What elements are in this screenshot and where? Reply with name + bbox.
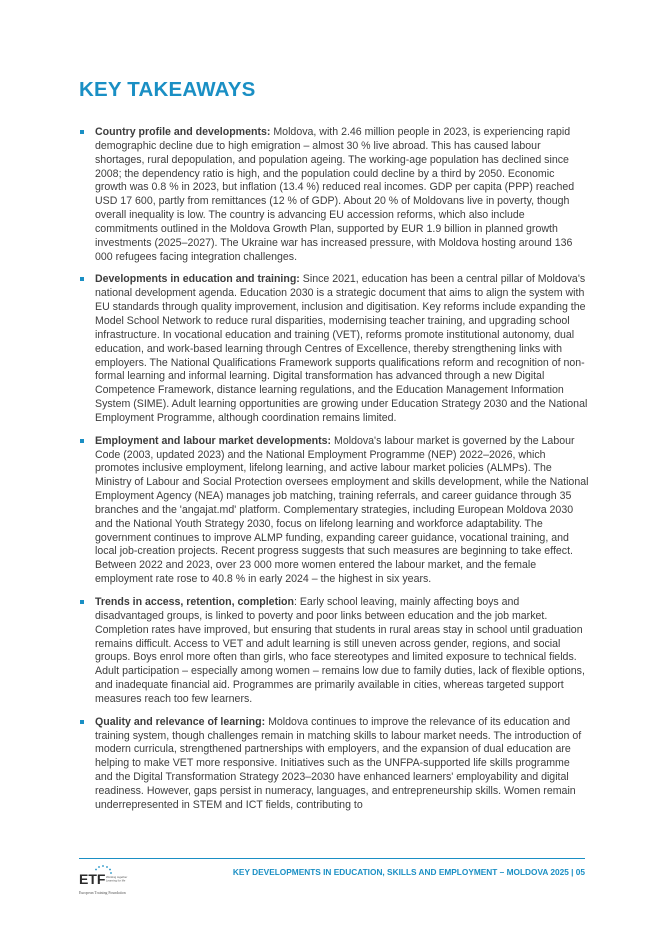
takeaway-heading: Country profile and developments: xyxy=(95,126,271,138)
page-title: KEY TAKEAWAYS xyxy=(79,78,256,101)
takeaway-heading: Quality and relevance of learning: xyxy=(95,715,266,728)
takeaway-heading: Trends in access, retention, completion xyxy=(95,596,294,608)
footer-divider xyxy=(79,858,585,859)
bullet-square-icon xyxy=(80,439,84,443)
bullet-square-icon xyxy=(80,720,84,724)
takeaway-heading: Employment and labour market developments: xyxy=(95,434,332,447)
takeaway-education-training xyxy=(79,273,589,425)
logo-wordmark: ETF xyxy=(79,871,106,887)
takeaway-text: : Early school leaving, mainly affecting boys and disadvantaged groups, is linked to poverty and poor links between education and the job market. Completion rates have improved, but ensuring that students in rural areas stay in school until graduation remains difficult. Access to VET and adult learning is still uneven across gender, regions, and social groups. Boys enrol more often than girls, who face stereotypes and limited exposure to technical fields. Adult participation – especially among women – remains low due to family duties, lack of flexible options, and inadequate financial aid. Programmes are primarily available in cities, whereas targeted support measures reach too few learners. xyxy=(95,596,585,705)
logo-tagline-1: Working together xyxy=(106,875,128,879)
logo-tagline-2: Learning for life xyxy=(106,878,126,883)
takeaway-text: Moldova's labour market is governed by the Labour Code (2003, updated 2023) and the National Employment Programme (NEP) 2022–2026, which promotes inclusive employment, lifelong learning, and active labour market policies (ALMPs). The Ministry of Labour and Social Protection oversees employment and skills development, while the National Employment Agency (NEA) manages job matching, training referrals, and career guidance through 35 branches and the 'angajat.md' platform. Complementary strategies, including European Moldova 2030 and the National Youth Strategy 2030, focus on lifelong learning and workforce adaptability. The government continues to improve ALMP funding, expanding career guidance, vocational training, and local job-creation projects. Recent progress suggests that such measures are beginning to take effect. Between 2022 and 2023, over 23 000 more women entered the labour market, and the female employment rate rose to 40.8 % in early 2024 – the highest in six years. xyxy=(95,434,589,586)
takeaway-text: Since 2021, education has been a central pillar of Moldova's national development agenda. Education 2030 is a strategic document that aims to align the system with EU standards through quality improvement, inclusion and digitisation. Key reforms include expanding the Model School Network to reduce rural disparities, modernising teacher training, and upgrading school infrastructure. In vocational education and training (VET), reforms promote institutional autonomy, dual education, and work-based learning through Centres of Excellence, thereby strengthening links with employers. The National Qualifications Framework supports qualifications reform and recognition of non-formal learning and informal learning. Digital transformation has advanced through a new Digital Competence Framework, distance learning regulations, and the Education Management Information System (SIME). Adult learning opportunities are growing under Education Strategy 2030 and the National Employment Programme, although coordination remains limited. xyxy=(95,273,588,424)
bullet-square-icon xyxy=(80,277,84,281)
logo-org-name: European Training Foundation xyxy=(79,891,126,895)
takeaway-access-retention xyxy=(79,596,589,707)
takeaway-text: Moldova continues to improve the relevance of its education and training system, though challenges remain in matching skills to labour market needs. The introduction of modern curricula, strengthened partnerships with employers, and the expansion of dual education are helping to make VET more responsive. Initiatives such as the UNFPA-supported life skills programme and the Digital Transformation Strategy 2023–2030 have enhanced learners' employability and digital readiness. However, gaps persist in numeracy, languages, and entrepreneurship skills. Women remain underrepresented in STEM and ICT fields, contributing to xyxy=(95,715,582,811)
takeaway-text: Moldova, with 2.46 million people in 2023, is experiencing rapid demographic decline due to high emigration – almost 30 % live abroad. This has caused labour shortages, rural depopulation, and population ageing. The working-age population has declined since 2008; the dependency ratio is high, and the population could decline by a third by 2050. Economic growth was 0.8 % in 2023, but inflation (13.4 %) reduced real incomes. GDP per capita (PPP) reached USD 17 600, partly from remittances (12 % of GDP). About 20 % of Moldovans live in poverty, though overall inequality is low. The country is advancing EU accession reforms, which also include commitments outlined in the Moldova Growth Plan, supported by EUR 1.9 billion in planned growth investments (2025–2027). The Ukraine war has increased pressure, with Moldova hosting around 136 000 refugees facing integration challenges. xyxy=(95,126,575,263)
etf-logo-icon xyxy=(79,864,141,900)
bullet-square-icon xyxy=(80,600,84,604)
bullet-square-icon xyxy=(80,130,84,134)
takeaway-employment-labour xyxy=(79,435,589,587)
key-takeaways-list xyxy=(79,126,589,822)
takeaway-country-profile xyxy=(79,126,589,264)
page-footer xyxy=(79,858,585,902)
takeaway-heading: Developments in education and training: xyxy=(95,273,300,286)
takeaway-quality-relevance xyxy=(79,716,589,813)
footer-running-title: KEY DEVELOPMENTS IN EDUCATION, SKILLS AND EMPLOYMENT – MOLDOVA 2025 | 05 xyxy=(232,867,585,877)
